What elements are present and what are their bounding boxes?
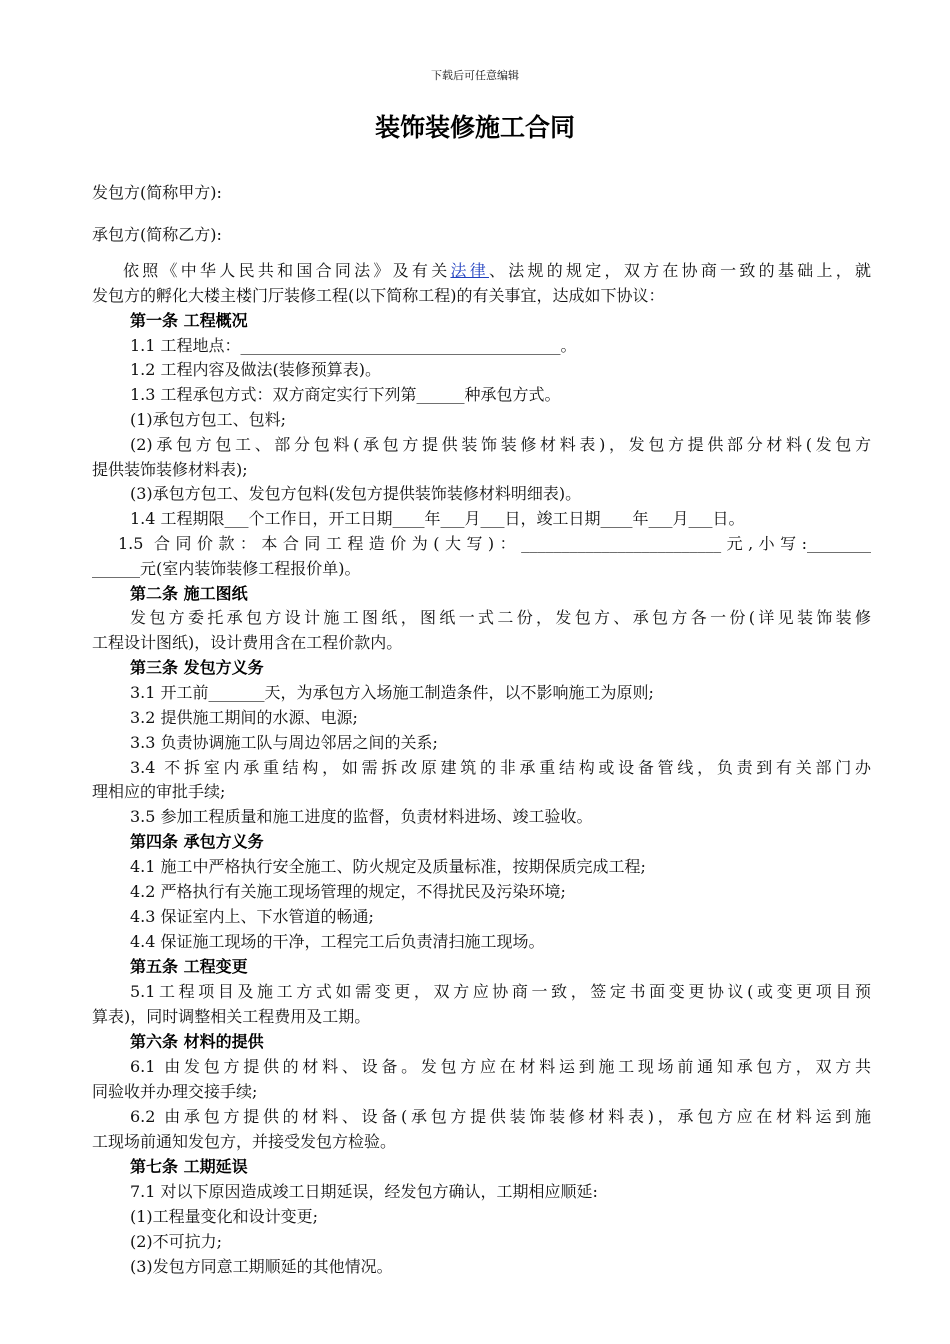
article-4-3: 4.3 保证室内上、下水管道的畅通; [130,907,374,926]
article-1-option-2: (2)承包方包工、部分包料(承包方提供装饰装修材料表)，发包方提供部分材料(发包方 [130,435,871,454]
law-link[interactable]: 法律 [450,261,489,280]
article-1-5: 1.5 合同价款：本合同工程造价为(大写)：_________________________元,小写:________ [118,534,871,553]
article-6-1-cont: 同验收并办理交接手续; [92,1082,258,1101]
article-3-heading: 第三条 发包方义务 [130,658,264,677]
intro-text-a: 依照《中华人民共和国合同法》及有关 [123,261,451,280]
article-3-4: 3.4 不拆室内承重结构，如需拆改原建筑的非承重结构或设备管线，负责到有关部门办 [130,758,871,777]
article-7-option-1: (1)工程量变化和设计变更; [130,1207,319,1226]
article-5-1: 5.1工程项目及施工方式如需变更，双方应协商一致，签定书面变更协议(或变更项目预 [130,982,871,1001]
article-3-3: 3.3 负责协调施工队与周边邻居之间的关系; [130,733,438,752]
article-1-option-3: (3)承包方包工、发包方包料(发包方提供装饰装修材料明细表)。 [130,484,582,503]
page-title: 装饰装修施工合同 [374,113,575,142]
article-7-1: 7.1 对以下原因造成竣工日期延误，经发包方确认，工期相应顺延: [130,1182,598,1201]
article-1-3: 1.3 工程承包方式：双方商定实行下列第______种承包方式。 [130,385,561,404]
article-1-heading: 第一条 工程概况 [130,311,248,330]
intro-line-2: 发包方的孵化大楼主楼门厅装修工程(以下简称工程)的有关事宜，达成如下协议： [92,286,665,305]
article-5-heading: 第五条 工程变更 [130,957,248,976]
article-6-heading: 第六条 材料的提供 [130,1032,264,1051]
article-6-2: 6.2 由承包方提供的材料、设备(承包方提供装饰装修材料表)，承包方应在材料运到施 [130,1107,871,1126]
article-1-5-cont: ______元(室内装饰装修工程报价单)。 [92,559,361,578]
article-5-1-cont: 算表)，同时调整相关工程费用及工期。 [92,1007,371,1026]
article-1-4: 1.4 工程期限___个工作日，开工日期____年___月___日，竣工日期____年___月___日。 [130,509,745,528]
article-2-text: 发包方委托承包方设计施工图纸，图纸一式二份，发包方、承包方各一份(详见装饰装修 [130,608,871,627]
article-6-2-cont: 工现场前通知发包方，并接受发包方检验。 [92,1132,397,1151]
article-2-heading: 第二条 施工图纸 [130,584,248,603]
article-4-4: 4.4 保证施工现场的干净，工程完工后负责清扫施工现场。 [130,932,545,951]
article-3-1: 3.1 开工前_______天，为承包方入场施工制造条件，以不影响施工为原则; [130,683,654,702]
article-7-option-3: (3)发包方同意工期顺延的其他情况。 [130,1257,393,1276]
article-3-2: 3.2 提供施工期间的水源、电源; [130,708,358,727]
article-4-2: 4.2 严格执行有关施工现场管理的规定，不得扰民及污染环境; [130,882,566,901]
party-a-label: 发包方(简称甲方): [92,183,222,202]
intro-line-1 [123,259,871,283]
intro-text-b: 、法规的规定，双方在协商一致的基础上，就 [488,261,871,280]
article-2-text-cont: 工程设计图纸)，设计费用含在工程价款内。 [92,633,403,652]
article-1-1: 1.1 工程地点：________________________________________。 [130,336,577,355]
article-1-2: 1.2 工程内容及做法(装修预算表)。 [130,360,382,379]
party-b-label: 承包方(简称乙方): [92,225,222,244]
article-4-heading: 第四条 承包方义务 [130,832,264,851]
article-1-option-1: (1)承包方包工、包料; [130,410,287,429]
article-7-heading: 第七条 工期延误 [130,1157,248,1176]
header-note: 下载后可任意编辑 [431,69,519,82]
article-7-option-2: (2)不可抗力; [130,1232,223,1251]
article-6-1: 6.1 由发包方提供的材料、设备。发包方应在材料运到施工现场前通知承包方，双方共 [130,1057,871,1076]
article-3-5: 3.5 参加工程质量和施工进度的监督，负责材料进场、竣工验收。 [130,807,593,826]
article-1-option-2-cont: 提供装饰装修材料表); [92,460,248,479]
article-4-1: 4.1 施工中严格执行安全施工、防火规定及质量标准，按期保质完成工程; [130,857,646,876]
article-3-4-cont: 理相应的审批手续; [92,782,226,801]
